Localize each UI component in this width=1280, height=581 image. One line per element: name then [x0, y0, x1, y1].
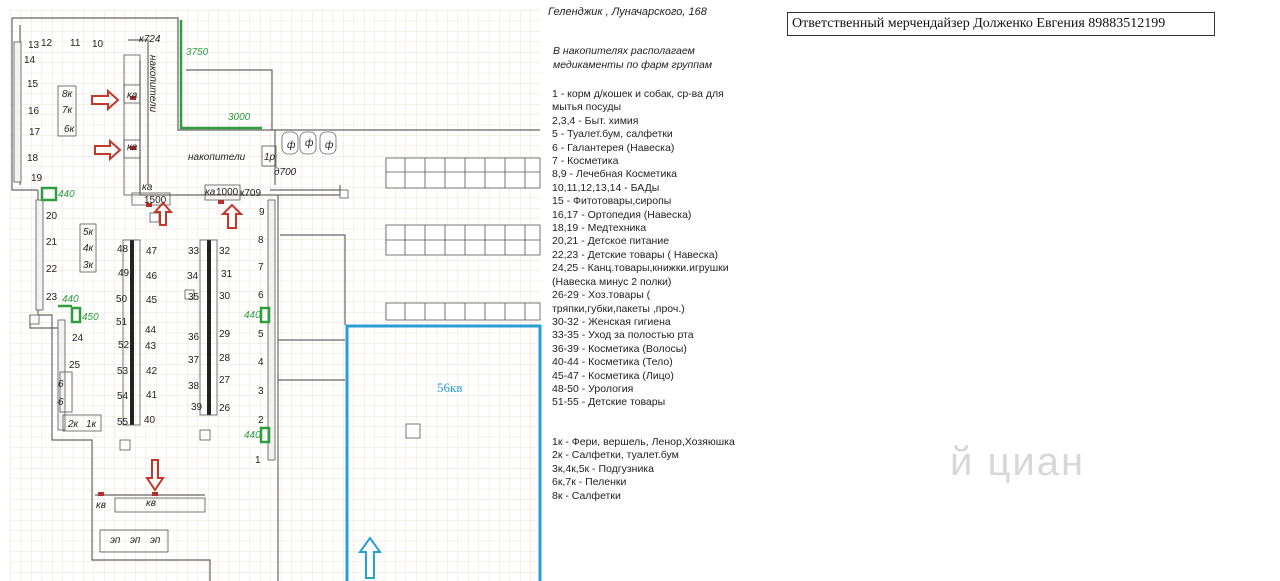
legend-line: 5 - Туалет.бум, салфетки	[552, 128, 673, 141]
shelf-num-29: 29	[219, 329, 231, 340]
legend-line: 33-35 - Уход за полостью рта	[552, 329, 694, 342]
label-1p: 1р	[264, 152, 276, 163]
shelf-num-51: 51	[116, 317, 128, 328]
responsible-merchandiser: Ответственный мерчендайзер Долженко Евгения 89883512199	[787, 12, 1215, 36]
legend2-line: 8к - Салфетки	[552, 489, 621, 502]
label-ka-3: ка	[142, 182, 153, 193]
shelf-num-18: 18	[27, 153, 39, 164]
legend-line: 7 - Косметика	[552, 155, 619, 168]
shelf-num-14: 14	[24, 55, 36, 66]
label-f-2: ф	[305, 138, 314, 149]
shelf-num-47: 47	[146, 246, 158, 257]
label-3000: 3000	[228, 112, 251, 123]
label-k709: к709	[240, 188, 262, 199]
label-ep-2: эп	[130, 535, 141, 546]
legend2-line: 3к,4к,5к - Подгузника	[552, 462, 654, 475]
shelf-num-36: 36	[188, 332, 200, 343]
shelf-num-24: 24	[72, 333, 84, 344]
label-2k: 2к	[68, 419, 79, 430]
legend2-line: 1к - Фери, вершель, Ленор,Хозяюшка	[552, 436, 735, 448]
label-1500: 1500	[144, 195, 167, 206]
shelf-num-38: 38	[188, 381, 200, 392]
area-56-label: 56кв	[437, 380, 463, 395]
shelf-num-11: 11	[70, 38, 81, 49]
shelf-num-43: 43	[145, 341, 157, 352]
shelf-num-55: 55	[117, 417, 129, 428]
label-4k: 4к	[83, 243, 94, 254]
legend-line: 24,25 - Канц.товары,книжки.игрушки	[552, 262, 729, 275]
shelf-num-25: 25	[69, 360, 81, 371]
legend-line: 30-32 - Женская гигиена	[552, 315, 671, 328]
label-6-b: 6	[58, 397, 64, 408]
label-kv-1: кв	[96, 500, 106, 511]
shelf-num-16: 16	[28, 106, 40, 117]
label-kv-2: кв	[146, 498, 156, 509]
watermark: й циан	[950, 440, 1086, 484]
legend2-line: 2к - Салфетки, туалет.бум	[552, 449, 679, 462]
shelf-num-40: 40	[144, 415, 156, 426]
shelf-num-23: 23	[46, 292, 58, 303]
shelf-num-54: 54	[117, 391, 129, 402]
legend-line: 36-39 - Косметика (Волосы)	[552, 342, 687, 355]
legend-line: 45-47 - Косметика (Лицо)	[552, 369, 674, 382]
legend-line: 22,23 - Детские товары ( Навеска)	[552, 248, 719, 261]
shelf-num-1: 1	[255, 455, 261, 466]
shelf-num-53: 53	[117, 366, 129, 377]
label-8k: 8к	[62, 89, 73, 100]
shelf-num-19: 19	[31, 173, 43, 184]
shelf-num-41: 41	[146, 390, 158, 401]
label-ka-2: ка	[127, 142, 138, 153]
shelf-num-39: 39	[191, 402, 203, 413]
shelf-num-9: 9	[259, 207, 265, 218]
label-f-1: ф	[287, 140, 296, 151]
label-ep-1: эп	[110, 535, 121, 546]
shelf-num-22: 22	[46, 264, 58, 275]
label-7k: 7к	[62, 105, 73, 116]
shelf-num-6: 6	[258, 290, 264, 301]
legend-line: 18,19 - Медтехника	[552, 222, 647, 235]
shelf-num-4: 4	[258, 357, 264, 368]
legend-line: мытья посуды	[552, 101, 621, 114]
shelf-num-33: 33	[188, 246, 200, 257]
shelf-num-34: 34	[187, 271, 199, 282]
shelf-num-35: 35	[188, 292, 200, 303]
shelf-num-10: 10	[92, 39, 104, 50]
shelf-num-30: 30	[219, 291, 231, 302]
shelf-num-20: 20	[46, 211, 58, 222]
label-6-a: 6	[58, 379, 64, 390]
legend-line: 40-44 - Косметика (Тело)	[552, 356, 673, 369]
label-nakopiteli-horizontal: накопители	[188, 152, 246, 163]
label-440-b: 440	[62, 294, 79, 305]
legend-line: 1 - корм д/кошек и собак, ср-ва для	[552, 88, 724, 100]
shelf-num-17: 17	[29, 127, 41, 138]
label-440-a: 440	[58, 189, 75, 200]
label-450: 450	[82, 312, 99, 323]
legend-line: 16,17 - Ортопедия (Навеска)	[552, 208, 692, 221]
shelf-num-45: 45	[146, 295, 158, 306]
label-1k: 1к	[86, 419, 97, 430]
legend-line: 20,21 - Детское питание	[552, 235, 670, 248]
label-f-3: ф	[325, 140, 334, 151]
label-5k: 5к	[83, 227, 94, 238]
store-address: Геленджик , Луначарского, 168	[548, 6, 707, 18]
shelf-num-52: 52	[118, 340, 130, 351]
shelf-num-7: 7	[258, 262, 264, 273]
shelf-num-44: 44	[145, 325, 157, 336]
label-440-c: 440	[244, 310, 261, 321]
shelf-num-15: 15	[27, 79, 39, 90]
legend-line: 15 - Фитотовары,сиропы	[552, 195, 672, 208]
label-k724: к724	[139, 34, 161, 45]
legend-line: 8,9 - Лечебная Косметика	[552, 168, 678, 181]
legend-line: 6 - Галантерея (Навеска)	[552, 141, 675, 154]
shelf-num-12: 12	[41, 38, 53, 49]
shelf-num-31: 31	[221, 269, 233, 280]
label-d700: д700	[274, 167, 297, 178]
shelf-num-42: 42	[146, 366, 158, 377]
shelf-num-8: 8	[258, 235, 264, 246]
legend-line: 10,11,12,13,14 - БАДы	[552, 181, 660, 194]
shelf-legend	[552, 88, 757, 410]
label-ka-1: ка	[127, 90, 138, 101]
label-3750: 3750	[186, 47, 209, 58]
label-1000: 1000	[216, 187, 239, 198]
shelf-num-49: 49	[118, 268, 130, 279]
legend-line: (Навеска минус 2 полки)	[552, 275, 672, 288]
legend2-line: 6к,7к - Пеленки	[552, 476, 627, 489]
shelf-num-3: 3	[258, 386, 264, 397]
shelf-num-27: 27	[219, 375, 231, 386]
shelf-num-28: 28	[219, 353, 231, 364]
shelf-num-48: 48	[117, 244, 129, 255]
legend-line: тряпки,губки,пакеты ,проч.)	[552, 302, 685, 315]
basket-legend	[552, 436, 757, 503]
legend-line: 51-55 - Детские товары	[552, 396, 666, 409]
shelf-num-2: 2	[258, 415, 264, 426]
legend-line: 2,3,4 - Быт. химия	[552, 114, 639, 127]
storage-note: В накопителях располагаем медикаменты по фарм группам	[553, 45, 713, 71]
shelf-num-26: 26	[219, 403, 231, 414]
shelf-num-50: 50	[116, 294, 128, 305]
shelf-num-5: 5	[258, 329, 264, 340]
label-ka-4: ка	[205, 187, 216, 198]
label-ep-3: эп	[150, 535, 161, 546]
shelf-num-32: 32	[219, 246, 231, 257]
label-440-d: 440	[244, 430, 261, 441]
label-3k: 3к	[83, 260, 94, 271]
shelf-num-46: 46	[146, 271, 158, 282]
label-nakopiteli-vertical: накопители	[147, 55, 158, 113]
shelf-num-37: 37	[188, 355, 200, 366]
label-6k: 6к	[64, 124, 75, 135]
legend-line: 48-50 - Урология	[552, 382, 634, 395]
legend-line: 26-29 - Хоз.товары (	[552, 289, 651, 302]
shelf-num-13: 13	[28, 40, 40, 51]
shelf-num-21: 21	[46, 237, 58, 248]
